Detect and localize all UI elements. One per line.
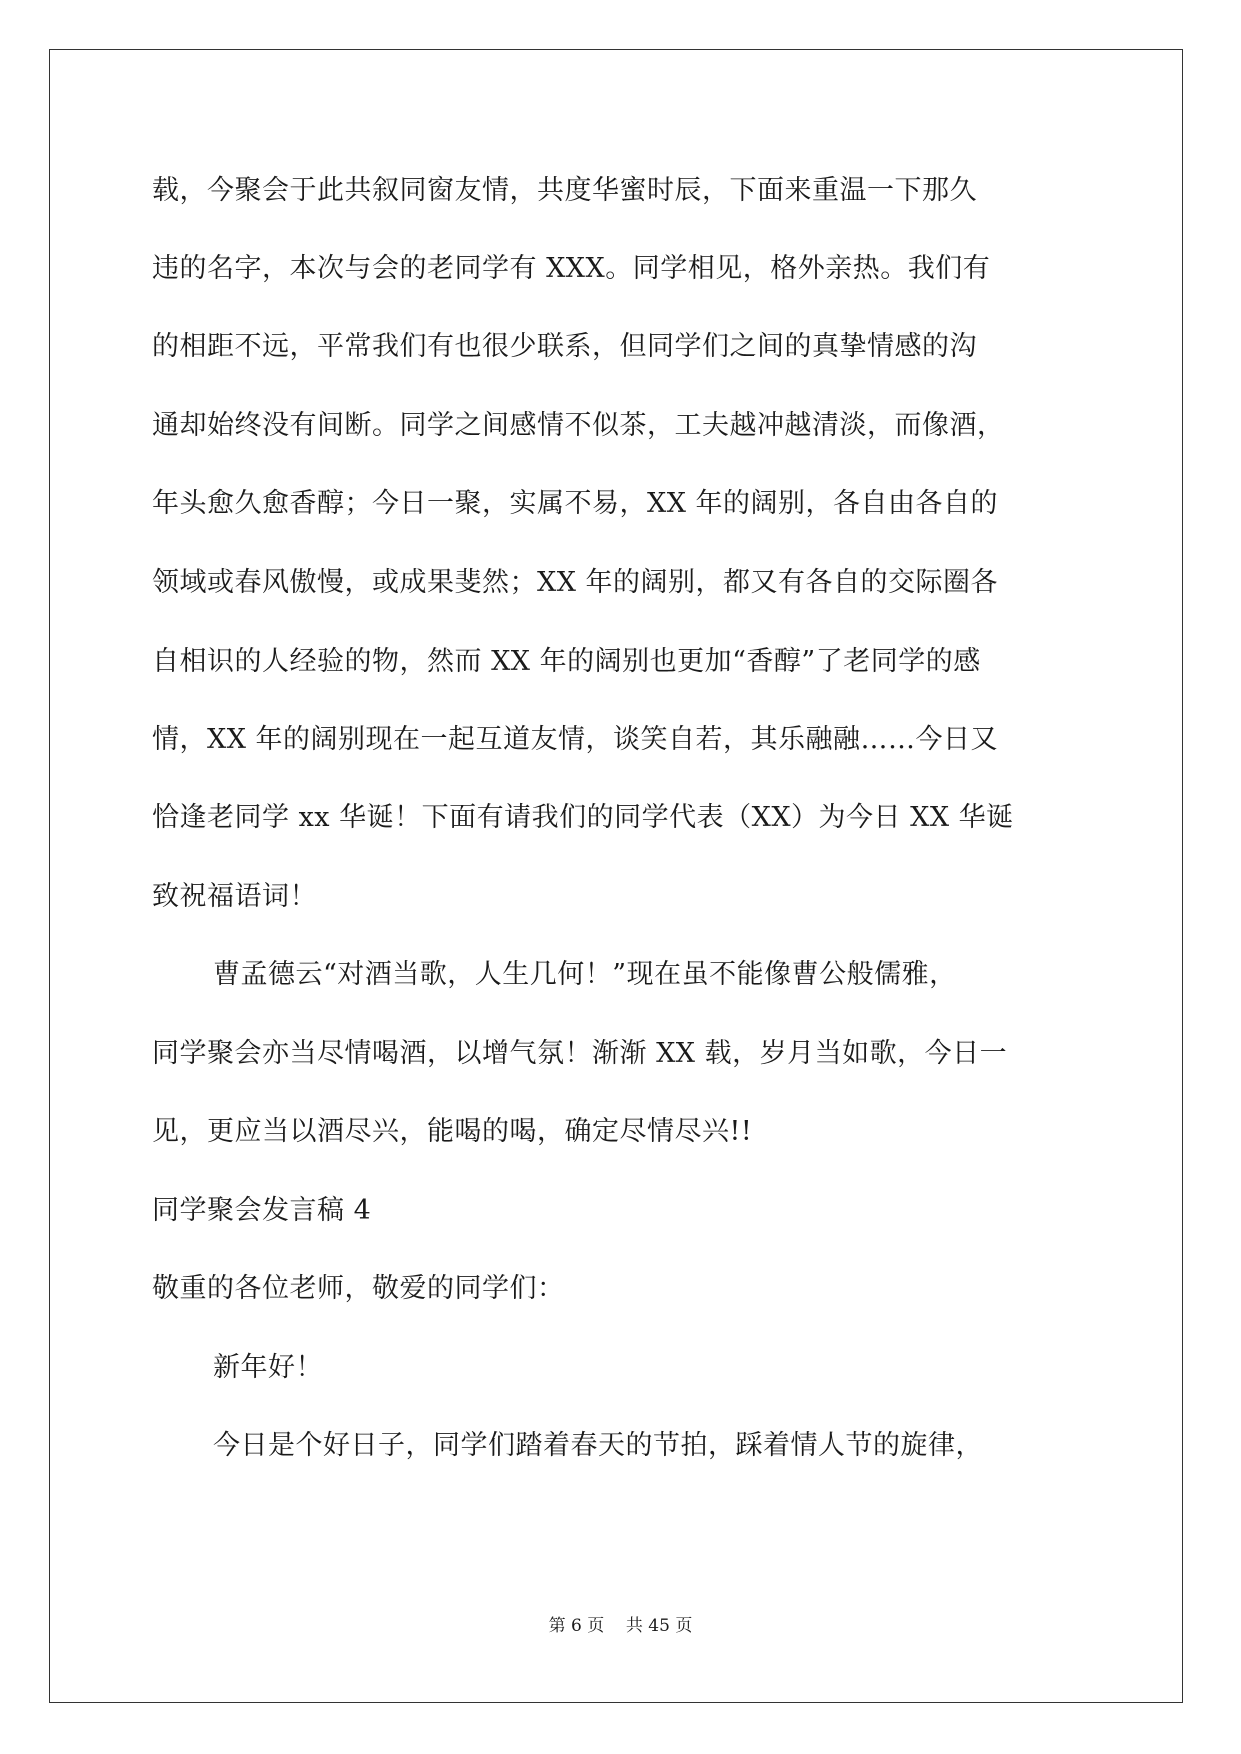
body-line-9: 恰逢老同学 xx 华诞！下面有请我们的同学代表（XX）为今日 XX 华诞 xyxy=(152,802,1014,833)
body-line-8: 情，XX 年的阔别现在一起互道友情，谈笑自若，其乐融融……今日又 xyxy=(152,724,999,755)
paragraph-cao-mengde: 曹孟德云“对酒当歌，人生几何！”现在虽不能像曹公般儒雅， xyxy=(213,959,957,990)
body-line-10: 致祝福语词！ xyxy=(152,881,317,912)
body-line-5: 年头愈久愈香醇；今日一聚，实属不易，XX 年的阔别，各自由各自的 xyxy=(152,488,999,519)
body-line-12: 同学聚会亦当尽情喝酒，以增气氛！渐渐 XX 载，岁月当如歌，今日一 xyxy=(152,1038,1008,1069)
body-line-3: 的相距不远，平常我们有也很少联系，但同学们之间的真挚情感的沟 xyxy=(152,331,977,362)
body-line-2: 违的名字，本次与会的老同学有 XXX。同学相见，格外亲热。我们有 xyxy=(152,253,991,284)
body-line-6: 领域或春风傲慢，或成果斐然；XX 年的阔别，都又有各自的交际圈各 xyxy=(152,567,999,598)
page-number-footer: 第 6 页 共 45 页 xyxy=(548,1616,693,1636)
section-heading: 同学聚会发言稿 4 xyxy=(152,1195,372,1226)
body-line-4: 通却始终没有间断。同学之间感情不似茶，工夫越冲越清淡，而像酒， xyxy=(152,410,1005,441)
salutation: 敬重的各位老师，敬爱的同学们： xyxy=(152,1273,565,1304)
body-line-7: 自相识的人经验的物，然而 XX 年的阔别也更加“香醇”了老同学的感 xyxy=(152,646,981,677)
paragraph-opening: 今日是个好日子，同学们踏着春天的节拍，踩着情人节的旋律， xyxy=(213,1430,983,1461)
body-line-1: 载，今聚会于此共叙同窗友情，共度华蜜时辰，下面来重温一下那久 xyxy=(152,175,977,206)
greeting: 新年好！ xyxy=(213,1352,323,1383)
body-line-13: 见，更应当以酒尽兴，能喝的喝，确定尽情尽兴!! xyxy=(152,1116,753,1147)
